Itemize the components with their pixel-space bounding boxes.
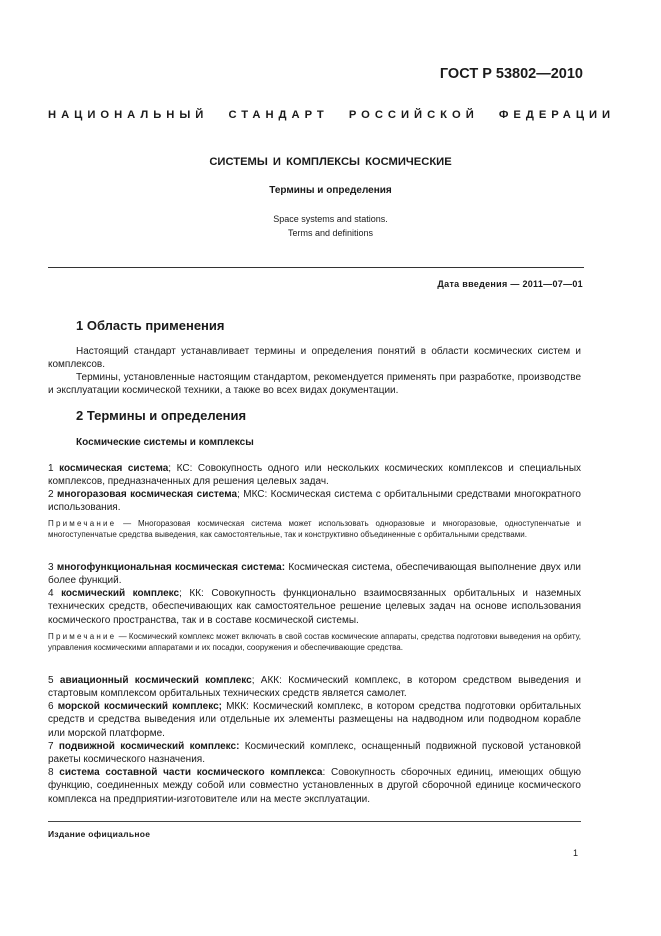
term-entry <box>48 766 581 806</box>
term-name: система составной части космического комплекса <box>59 767 323 778</box>
note-text: — Космический комплекс может включать в свой состав космические аппараты, средства подготовки выведения на орбиту, управления космическими аппаратами и их посадки, сооружения и обеспечивающие средства. <box>48 632 581 652</box>
term-number: 5 <box>48 675 54 686</box>
term-number: 7 <box>48 741 54 752</box>
term-entry <box>48 740 581 767</box>
english-title-line1: Space systems and stations. <box>273 214 388 224</box>
document-subtitle: Термины и определения <box>269 185 392 196</box>
term-entry <box>48 587 581 627</box>
term-entry <box>48 674 581 701</box>
note <box>48 519 581 540</box>
term-name: многофункциональная космическая система: <box>56 562 286 573</box>
note-label: Примечание <box>48 632 117 641</box>
footer-divider <box>48 821 581 822</box>
section-1-paragraph-1: Настоящий стандарт устанавливает термины и определения понятий в области космических систем и комплексов. <box>48 346 581 371</box>
term-name: космический комплекс <box>61 588 180 599</box>
term-definition: ; АКК: Космический комплекс, в котором средством выведения и стартовым комплексом орбитальных технических средств является самолет. <box>48 675 581 700</box>
subsection-heading: Космические системы и комплексы <box>76 437 254 448</box>
term-number: 8 <box>48 767 54 778</box>
term-number: 2 <box>48 489 54 500</box>
note-text: — Многоразовая космическая система может использовать одноразовые и многоразовые, одноступенчатые и многоступенчатые средства выведения, как самостоятельные, так и конструктивно объединенные с орбитальными средствами. <box>48 519 581 539</box>
term-number: 3 <box>48 562 54 573</box>
header-divider <box>48 267 584 268</box>
term-name: космическая система <box>59 463 169 474</box>
term-definition: Космический комплекс, оснащенный подвижной пусковой установкой ракеты космического назначения. <box>48 741 581 766</box>
term-entry <box>48 488 581 515</box>
page-number: 1 <box>573 848 579 858</box>
term-definition: Космическая система, обеспечивающая выполнение двух или более функций. <box>48 562 581 587</box>
introduction-date: Дата введения — 2011—07—01 <box>437 279 583 289</box>
section-1-heading: 1 Область применения <box>76 318 225 333</box>
standard-code: ГОСТ Р 53802—2010 <box>439 66 583 82</box>
term-name: авиационный космический комплекс <box>59 675 252 686</box>
term-definition: ; КС: Совокупность одного или нескольких космических комплексов и специальных комплексов, предназначенных для решения целевых задач. <box>48 463 582 488</box>
term-definition: ; МКС: Космическая система с орбитальными средствами многократного использования. <box>48 489 581 514</box>
official-edition-label: Издание официальное <box>48 829 151 839</box>
term-entry <box>48 561 581 588</box>
term-entry <box>48 462 581 489</box>
term-name: многоразовая космическая система <box>56 489 238 500</box>
term-entry <box>48 700 581 740</box>
term-definition: : Совокупность сборочных единиц, имеющих общую функцию, соединенных между собой или совместно установленных в другой сборочной единице космического комплекса на предприятии-изготовителе или на месте эксплуатации. <box>48 767 582 805</box>
term-number: 6 <box>48 701 54 712</box>
note-label: Примечание <box>48 519 117 528</box>
term-name: подвижной космический комплекс: <box>58 741 240 752</box>
term-number: 1 <box>48 463 54 474</box>
section-1-paragraph-2: Термины, установленные настоящим стандартом, рекомендуется применять при разработке, производстве и эксплуатации космической техники, а также во всех видах документации. <box>48 372 581 397</box>
section-2-heading: 2 Термины и определения <box>76 408 247 423</box>
note <box>48 632 581 653</box>
national-standard-banner: НАЦИОНАЛЬНЫЙ СТАНДАРТ РОССИЙСКОЙ ФЕДЕРАЦИИ <box>48 109 616 121</box>
term-definition: МКК: Космический комплекс, в котором средства подготовки орбитальных средств и средства выведения или отдельные их элементы размещены на надводном или подводном корабле или морской платформе. <box>48 701 581 739</box>
term-number: 4 <box>48 588 54 599</box>
term-name: морской космический комплекс; <box>57 701 222 712</box>
term-definition: ; КК: Совокупность функционально взаимосвязанных орбитальных и наземных технических средств, обеспечивающих как самостоятельное решение целевых задач на основе использования космического пространства, так и в составе космической системы. <box>48 588 581 626</box>
document-title: СИСТЕМЫ И КОМПЛЕКСЫ КОСМИЧЕСКИЕ <box>209 156 452 168</box>
english-title-line2: Terms and definitions <box>287 228 374 238</box>
